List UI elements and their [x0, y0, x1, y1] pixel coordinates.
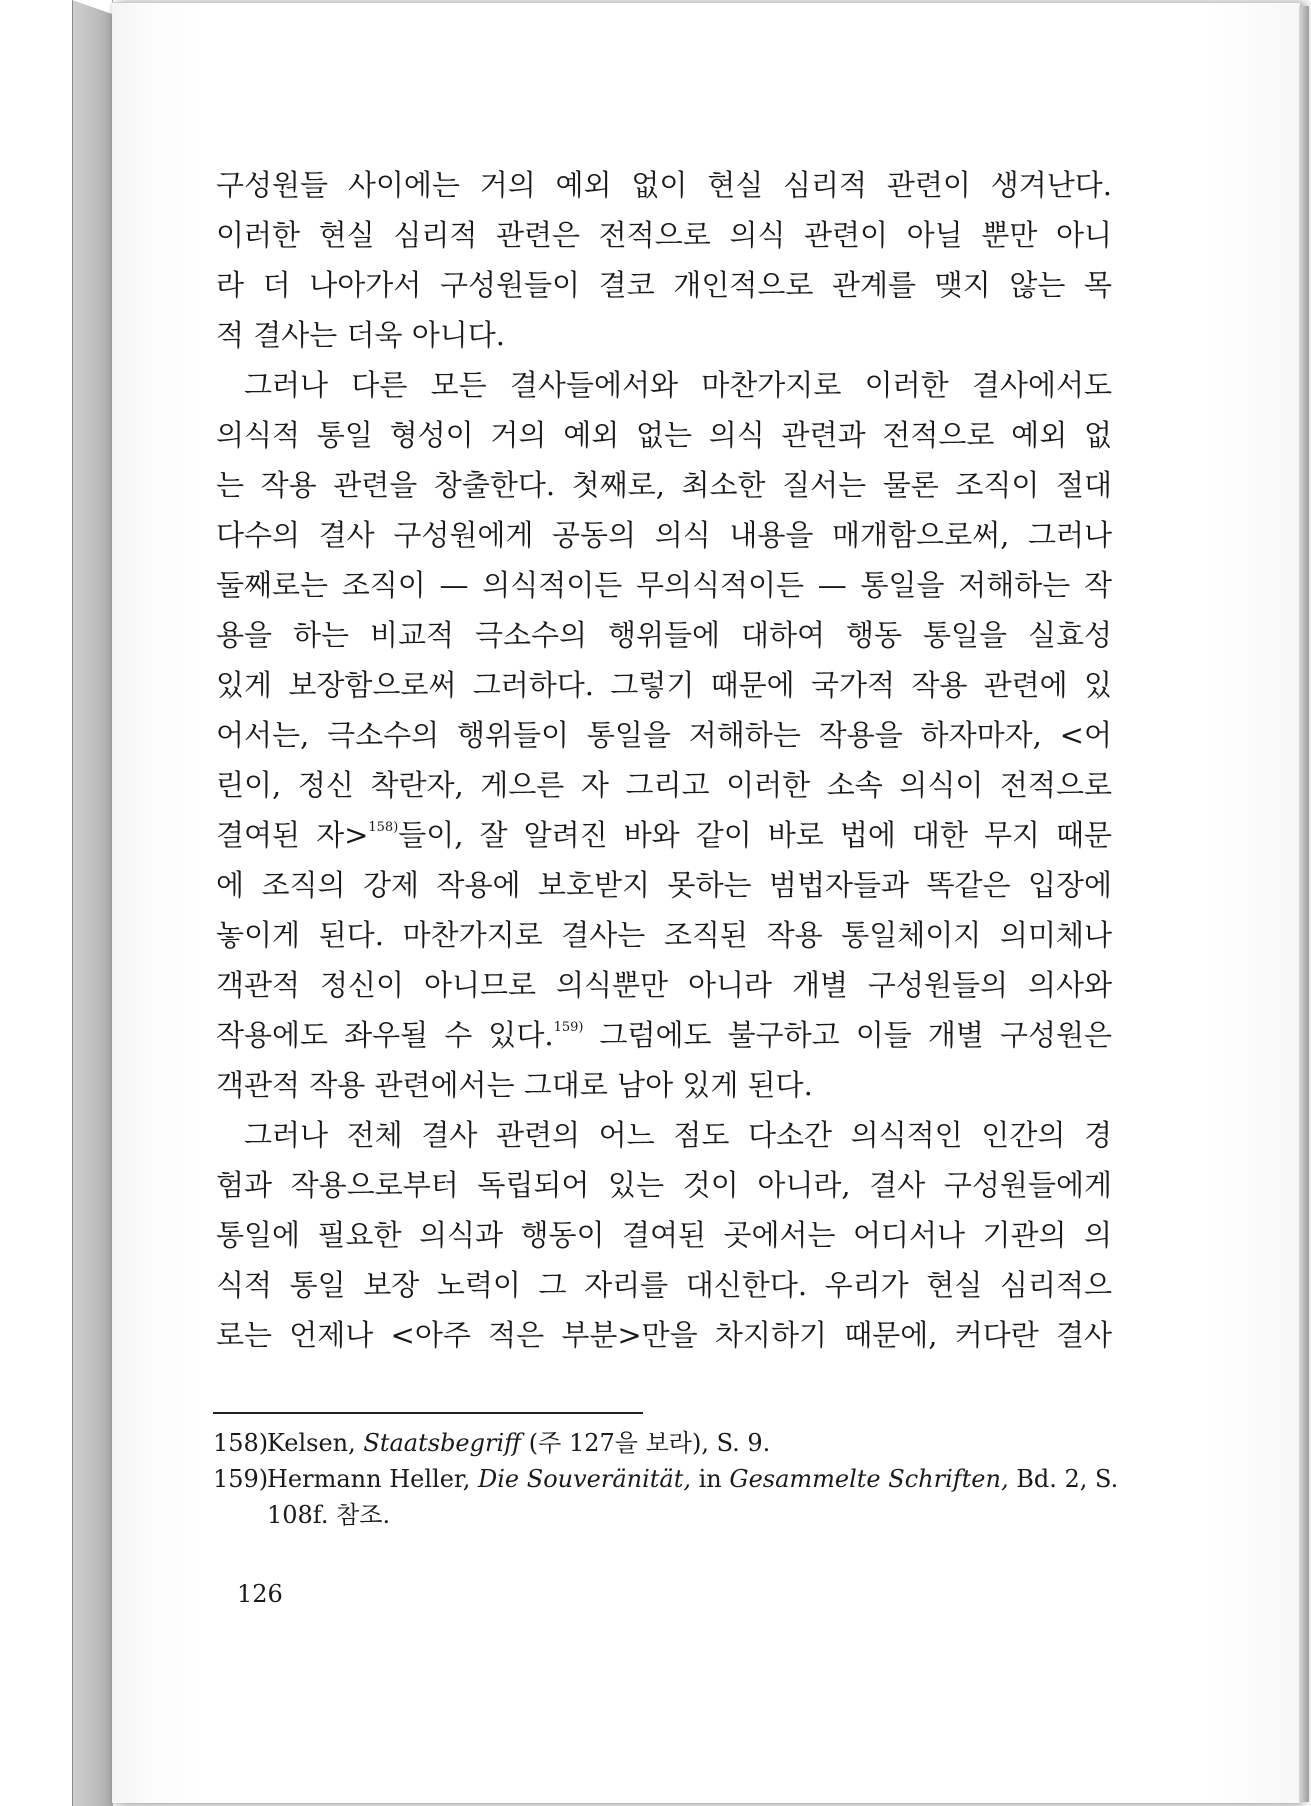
text-line: 험과 작용으로부터 독립되어 있는 것이 아니라, 결사 구성원들에게: [216, 1168, 1112, 1202]
text-line: 식적 통일 보장 노력이 그 자리를 대신한다. 우리가 현실 심리적으: [216, 1268, 1112, 1302]
text-line-with-footnote: [216, 1010, 1112, 1060]
footnote-ref-158[interactable]: 158): [368, 820, 399, 835]
page-number: 126: [237, 1580, 283, 1608]
text-line: 객관적 작용 관련에서는 그대로 남아 있게 된다.: [216, 1068, 813, 1102]
text-line: 둘째로는 조직이 — 의식적이든 무의식적이든 — 통일을 저해하는 작: [216, 568, 1112, 602]
footnote-text: [267, 1429, 770, 1457]
footnotes: [213, 1425, 1119, 1533]
footnote-separator: [213, 1412, 643, 1414]
footnote-title: Staatsbegriff: [363, 1429, 522, 1457]
book-edge-corner: [72, 0, 112, 14]
text-segment: 결여된 자>: [216, 818, 369, 852]
text-line: 그러나 전체 결사 관련의 어느 점도 다소간 의식적인 인간의 경: [244, 1118, 1112, 1152]
text-line: 의식적 통일 형성이 거의 예외 없는 의식 관련과 전적으로 예외 없: [216, 418, 1112, 452]
text-line: 에 조직의 강제 작용에 보호받지 못하는 범법자들과 똑같은 입장에: [216, 868, 1112, 902]
footnote-text: [267, 1461, 1119, 1497]
text-line: 다수의 결사 구성원에게 공동의 의식 내용을 매개함으로써, 그러나: [216, 518, 1112, 552]
text-line: 구성원들 사이에는 거의 예외 없이 현실 심리적 관련이 생겨난다.: [216, 168, 1112, 202]
text-line: 로는 언제나 <아주 적은 부분>만을 차지하기 때문에, 커다란 결사: [216, 1318, 1112, 1352]
footnote-number: 158): [213, 1429, 269, 1457]
body-text: [216, 160, 1112, 1360]
text-line-with-footnote: [216, 810, 1112, 860]
text-segment: 들이, 잘 알려진 바와 같이 바로 법에 대한 무지 때문: [398, 818, 1113, 852]
text-line: 이러한 현실 심리적 관련은 전적으로 의식 관련이 아닐 뿐만 아니: [216, 218, 1112, 252]
footnote-author: Hermann Heller,: [267, 1465, 478, 1493]
text-segment: 그럼에도 불구하고 이들 개별 구성원은: [583, 1018, 1112, 1052]
text-line: 용을 하는 비교적 극소수의 행위들에 대하여 행동 통일을 실효성: [216, 618, 1112, 652]
text-line: 린이, 정신 착란자, 게으른 자 그리고 이러한 소속 의식이 전적으로: [216, 768, 1112, 802]
footnote-title: Die Souveränität,: [478, 1465, 691, 1493]
text-line: 놓이게 된다. 마찬가지로 결사는 조직된 작용 통일체이지 의미체나: [216, 918, 1112, 952]
book-spine-edge: [72, 0, 113, 1806]
text-line: 있게 보장함으로써 그러하다. 그렇기 때문에 국가적 작용 관련에 있: [216, 668, 1112, 702]
text-line: 어서는, 극소수의 행위들이 통일을 저해하는 작용을 하자마자, <어: [216, 718, 1112, 752]
text-line: 통일에 필요한 의식과 행동이 결여된 곳에서는 어디서나 기관의 의: [216, 1218, 1112, 1252]
text-line: 라 더 나아가서 구성원들이 결코 개인적으로 관계를 맺지 않는 목: [216, 268, 1112, 302]
text-line: 적 결사는 더욱 아니다.: [216, 318, 505, 352]
footnote-rest: (주 127을 보라), S. 9.: [521, 1429, 771, 1457]
footnote-continuation: 108f. 참조.: [267, 1501, 391, 1529]
footnote-ref-159[interactable]: 159): [553, 1020, 584, 1035]
footnote-159: [213, 1461, 1119, 1533]
footnote-rest: Bd. 2, S.: [1008, 1465, 1119, 1493]
footnote-158: [213, 1425, 1113, 1461]
footnote-number: 159): [213, 1465, 269, 1493]
text-line: 객관적 정신이 아니므로 의식뿐만 아니라 개별 구성원들의 의사와: [216, 968, 1112, 1002]
text-segment: 작용에도 좌우될 수 있다.: [216, 1018, 554, 1052]
text-line: 그러나 다른 모든 결사들에서와 마찬가지로 이러한 결사에서도: [244, 368, 1112, 402]
footnote-collection: Gesammelte Schriften,: [729, 1465, 1009, 1493]
page-right-edge: [1299, 6, 1309, 1802]
text-line: 는 작용 관련을 창출한다. 첫째로, 최소한 질서는 물론 조직이 절대: [216, 468, 1112, 502]
footnote-author: Kelsen,: [267, 1429, 364, 1457]
footnote-mid: in: [691, 1465, 730, 1493]
